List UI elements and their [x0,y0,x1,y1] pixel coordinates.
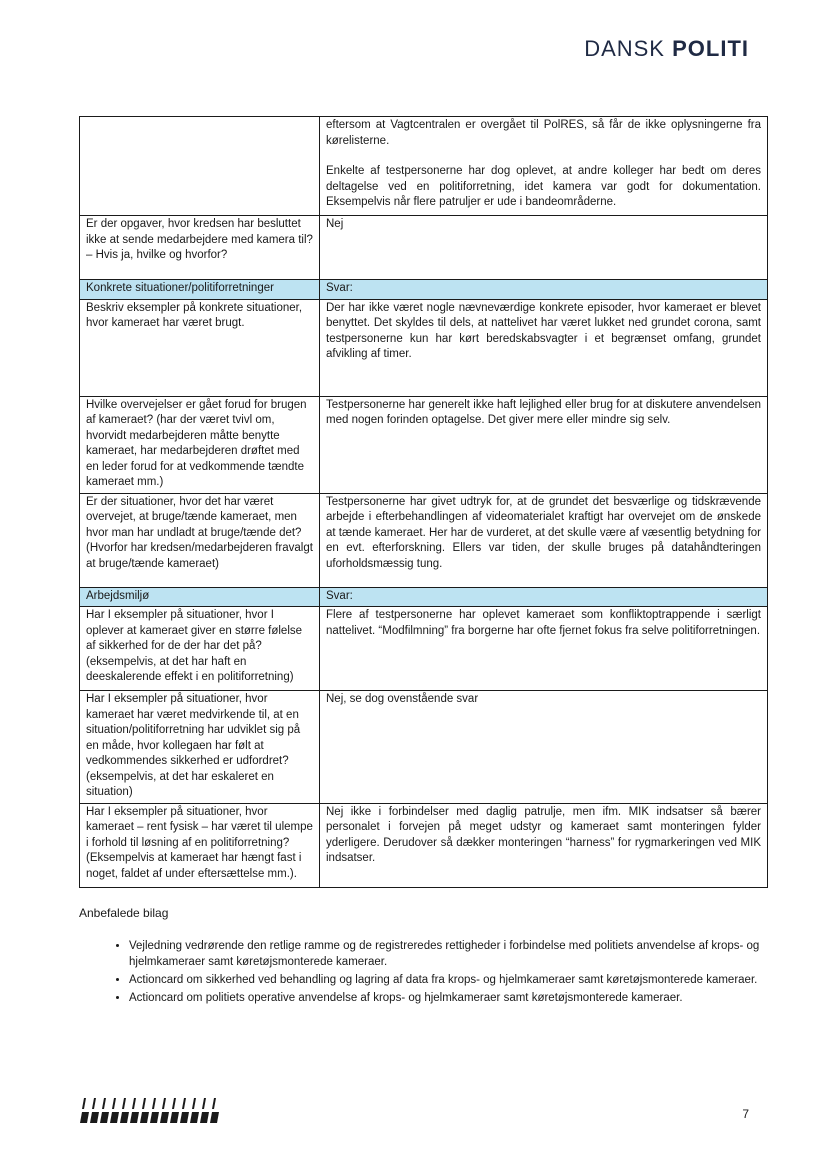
section-title: Konkrete situationer/politiforretninger [80,280,320,300]
dansk-politi-logo [584,36,749,62]
section-header-row [80,280,768,300]
answer-cell: Der har ikke været nogle nævneværdige konkrete episoder, hvor kameraet er blevet benyttet. Det skyldes til dels, at nattelivet har været lukket ned grundet corona, samt testpersonerne kun har kørt beredskabsvagter i et begrænset omfang, grundet afvikling af timer. [320,299,768,396]
answer-cell: Nej ikke i forbindelser med daglig patrulje, men ifm. MIK indsatser så bærer personalet i forvejen på meget udstyr og kameraet samt monteringen fylder yderligere. Derudover så dækker monteringen “harness” for rygmarkeringen ved MIK indsatser. [320,803,768,887]
section-answer-label: Svar: [320,280,768,300]
appendix-title: Anbefalede bilag [79,906,169,920]
evaluation-table [79,116,768,888]
answer-cell: Flere af testpersonerne har oplevet kameraet som konfliktoptrappende i særligt nattelivet. “Modfilmning” fra borgerne har ofte fjernet fokus fra selve politiforretningen. [320,607,768,691]
question-cell: Har I eksempler på situationer, hvor kameraet – rent fysisk – har været til ulempe i forhold til løsning af en politiforretning? (Eksempelvis at kameraet har hængt fast i noget, faldet af under eftersættelse mm.). [80,803,320,887]
answer-paragraph: eftersom at Vagtcentralen er overgået til PolRES, så får de ikke oplysningerne fra kørelisterne. [326,119,761,147]
table-row [80,299,768,396]
list-item: • Actioncard om politiets operative anvendelse af krops- og hjelmkameraer samt køretøjsmonterede kameraer. [129,990,799,1006]
answer-cell: Nej, se dog ovenstående svar [320,691,768,804]
question-cell: Beskriv eksempler på konkrete situationer, hvor kameraet har været brugt. [80,299,320,396]
question-cell: Er der situationer, hvor det har været overvejet, at bruge/tænde kameraet, men hvor man har undladt at bruge/tænde det? (Hvorfor har kredsen/medarbejderen fravalgt at bruge/tænde kameraet) [80,493,320,587]
police-stripe-logo-icon [80,1098,220,1129]
list-item: • Vejledning vedrørende den retlige ramme og de registreredes rettigheder i forbindelse med politiets anvendelse af krops- og hjelmkameraer samt køretøjsmonterede kameraer. [129,938,799,970]
logo-text-light: DANSK [584,36,665,61]
page-number: 7 [742,1107,749,1121]
question-cell: Er der opgaver, hvor kredsen har besluttet ikke at sende medarbejdere med kamera til? – Hvis ja, hvilke og hvorfor? [80,216,320,280]
list-item: • Actioncard om sikkerhed ved behandling og lagring af data fra krops- og hjelmkameraer samt køretøjsmonterede kameraer. [129,972,799,988]
table-row [80,607,768,691]
question-cell: Har I eksempler på situationer, hvor kameraet har været medvirkende til, at en situation/politiforretning har udviklet sig på en måde, hvor kollegaen har følt at vedkommendes sikkerhed er udfordret? (eksempelvis, at det har eskaleret en situation) [80,691,320,804]
section-title: Arbejdsmiljø [80,587,320,607]
answer-paragraph: Enkelte af testpersonerne har dog oplevet, at andre kolleger har bedt om deres deltagelse ved en politiforretning, idet kamera var godt for dokumentation. Eksempelvis når flere patruljer er ude i bandeområderne. [326,165,761,208]
table-row [80,216,768,280]
table-row [80,117,768,216]
answer-cell: Testpersonerne har givet udtryk for, at de grundet det besværlige og tidskrævende arbejde i efterbehandlingen af videomaterialet kraftigt har overvejet om de ønskede at tænde kameraet. Her har de vurderet, at det skulle være af væsentlig betydning for en evt. efterforskning. Ellers var tiden, der skulle bruges på datahåndteringen uforholdsmæssig tung. [320,493,768,587]
table-row [80,493,768,587]
answer-cell [320,117,768,216]
appendix-list [79,938,799,1008]
question-cell: Hvilke overvejelser er gået forud for brugen af kameraet? (har der været tvivl om, hvorvidt medarbejderen måtte benytte kameraet, har medarbejderen drøftet med en leder forud for at vedkommende tændte kameraet mm.) [80,396,320,493]
question-cell: Har I eksempler på situationer, hvor I oplever at kameraet giver en større følelse af sikkerhed for de der har det på? (eksempelvis, at det har haft en deeskalerende effekt i en politiforretning) [80,607,320,691]
section-header-row [80,587,768,607]
section-answer-label: Svar: [320,587,768,607]
logo-text-bold: POLITI [672,36,749,61]
table-row [80,803,768,887]
table-row [80,691,768,804]
question-cell [80,117,320,216]
answer-cell: Nej [320,216,768,280]
table-row [80,396,768,493]
answer-cell: Testpersonerne har generelt ikke haft lejlighed eller brug for at diskutere anvendelsen med nogen forinden optagelse. Det giver mere eller mindre sig selv. [320,396,768,493]
